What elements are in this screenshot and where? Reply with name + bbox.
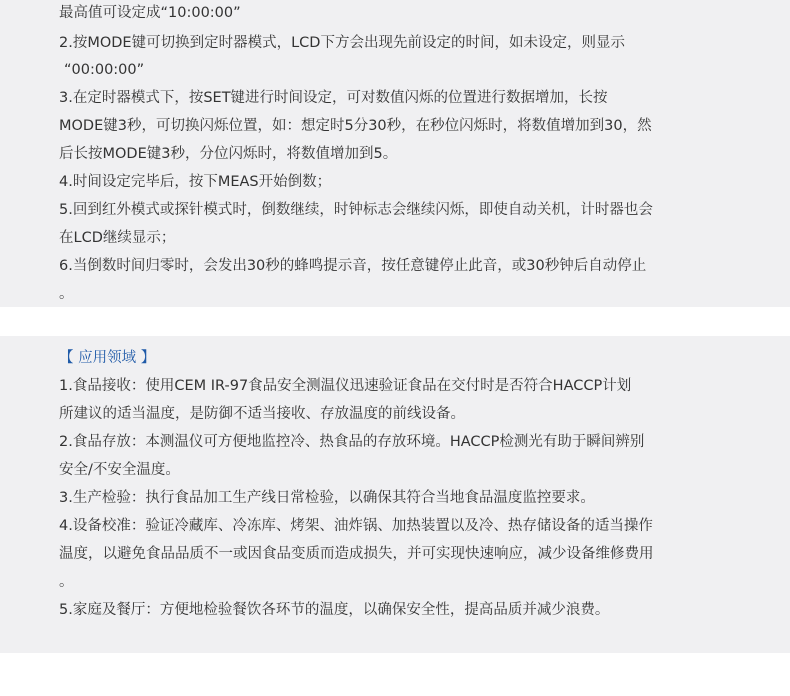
application-line: 。 <box>59 574 74 590</box>
usage-line: 3.在定时器模式下，按SET键进行时间设定，可对数值闪烁的位置进行数据增加，长按 <box>59 90 608 106</box>
application-line: 1.食品接收：使用CEM IR-97食品安全测温仪迅速验证食品在交付时是否符合HACCP计划 <box>59 378 632 394</box>
usage-line: MODE键3秒，可切换闪烁位置，如：想定时5分30秒，在秒位闪烁时，将数值增加到30，然 <box>59 118 652 134</box>
application-line: 温度，以避免食品品质不一或因食品变质而造成损失，并可实现快速响应，减少设备维修费用 <box>59 546 654 562</box>
application-line: 安全/不安全温度。 <box>59 462 180 478</box>
usage-line: 后长按MODE键3秒，分位闪烁时，将数值增加到5。 <box>59 146 398 162</box>
usage-line: “00:00:00” <box>64 62 145 78</box>
usage-line: 4.时间设定完毕后，按下MEAS开始倒数； <box>59 174 332 190</box>
usage-line: 。 <box>59 286 74 302</box>
usage-line: 6.当倒数时间归零时，会发出30秒的蜂鸣提示音，按任意键停止此音，或30秒钟后自动停止 <box>59 258 647 274</box>
usage-instructions-panel <box>0 0 790 307</box>
application-line: 4.设备校准：验证冷藏库、冷冻库、烤架、油炸锅、加热装置以及冷、热存储设备的适当操作 <box>59 518 653 534</box>
usage-line: 5.回到红外模式或探针模式时，倒数继续，时钟标志会继续闪烁，即使自动关机，计时器也会 <box>59 202 653 218</box>
application-line: 2.食品存放：本测温仪可方便地监控冷、热食品的存放环境。HACCP检测光有助于瞬间辨别 <box>59 434 645 450</box>
usage-line: 在LCD继续显示； <box>59 230 176 246</box>
applications-panel <box>0 336 790 653</box>
application-line: 5.家庭及餐厅：方便地检验餐饮各环节的温度，以确保安全性，提高品质并减少浪费。 <box>59 602 610 618</box>
application-line: 3.生产检验：执行食品加工生产线日常检验，以确保其符合当地食品温度监控要求。 <box>59 490 595 506</box>
application-line: 所建议的适当温度，是防御不适当接收、存放温度的前线设备。 <box>59 406 465 422</box>
usage-line: 最高值可设定成“10:00:00” <box>59 5 241 21</box>
usage-line: 2.按MODE键可切换到定时器模式，LCD下方会出现先前设定的时间，如未设定，则显示 <box>59 35 625 51</box>
section-heading: 【 应用领域 】 <box>59 350 156 366</box>
